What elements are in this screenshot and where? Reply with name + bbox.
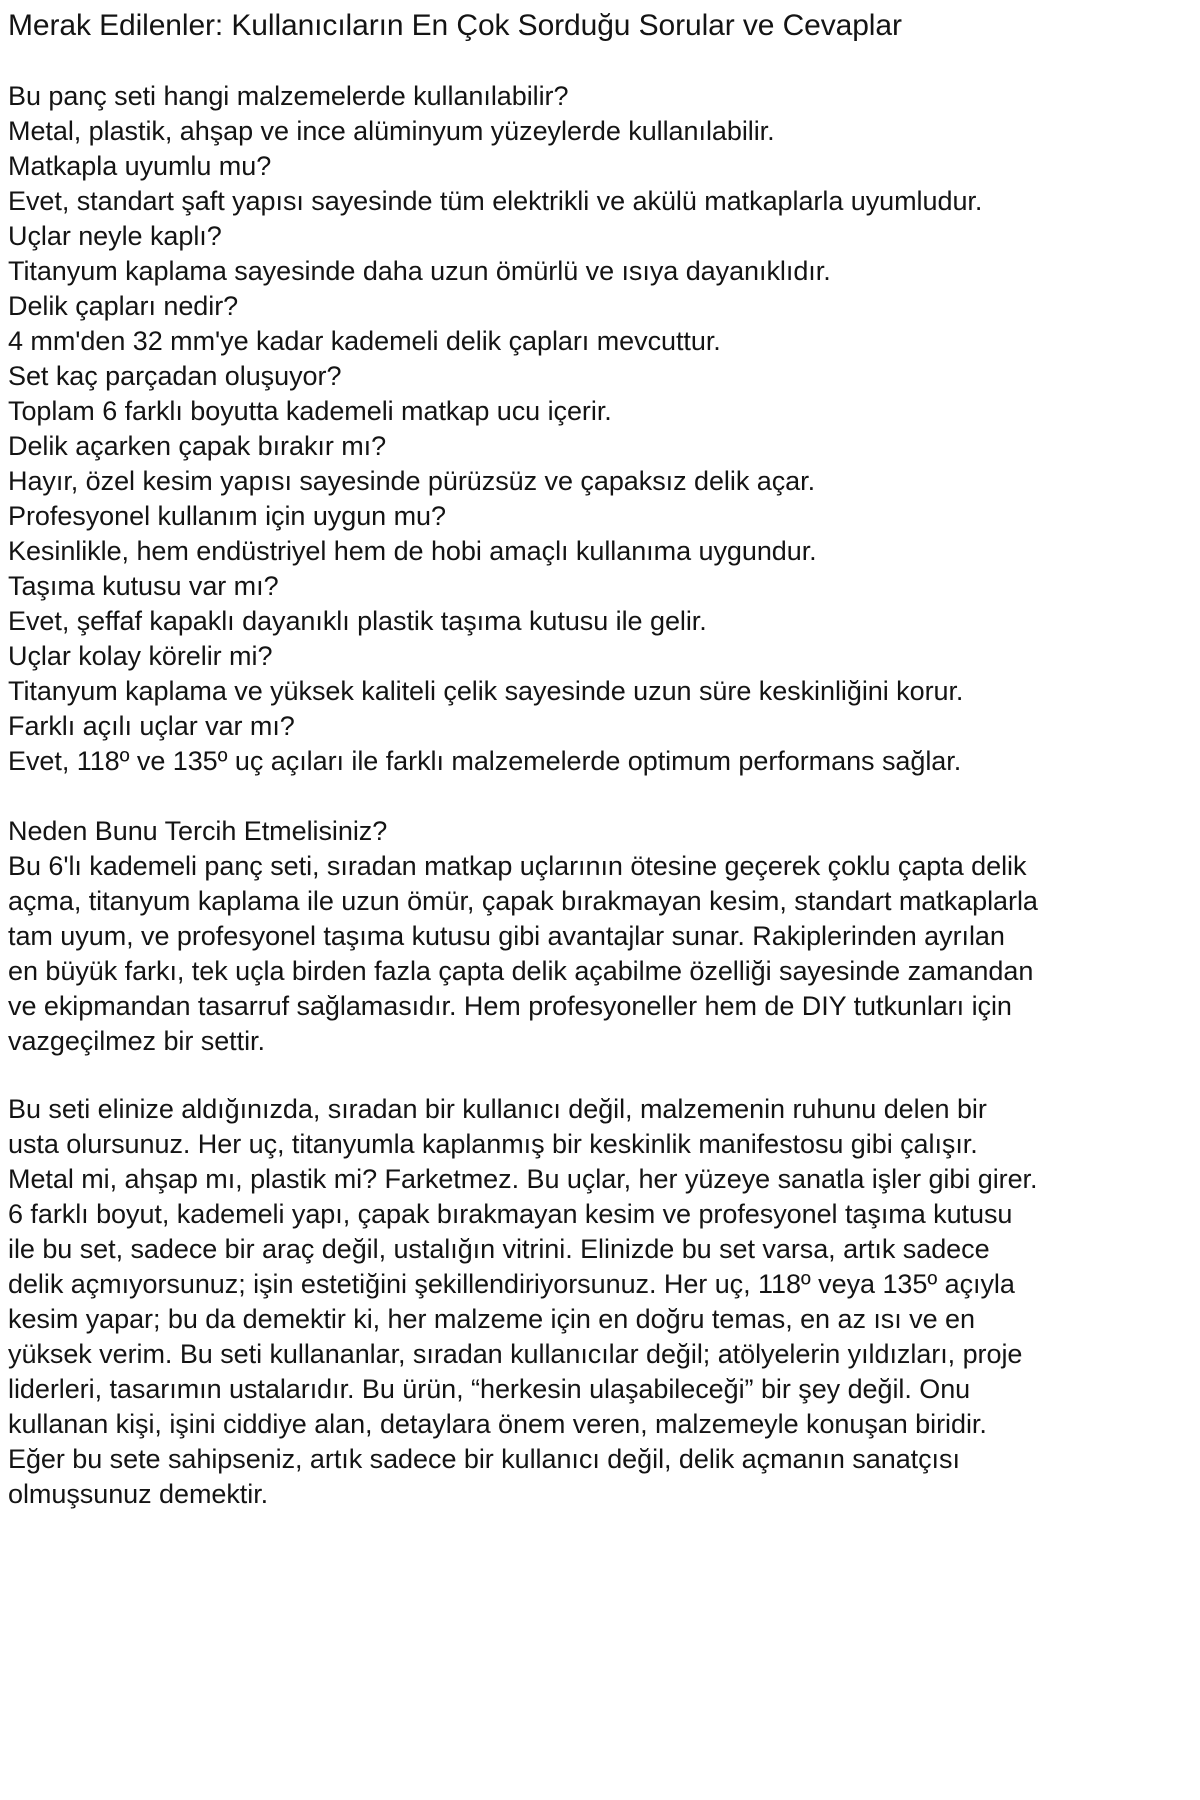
section-spacer bbox=[8, 1059, 1040, 1092]
faq-question: Uçlar kolay körelir mi? bbox=[8, 641, 273, 671]
faq-answer: Kesinlikle, hem endüstriyel hem de hobi amaçlı kullanıma uygundur. bbox=[8, 536, 817, 566]
faq-question: Delik çapları nedir? bbox=[8, 291, 239, 321]
faq-answer: Titanyum kaplama sayesinde daha uzun ömürlü ve ısıya dayanıklıdır. bbox=[8, 256, 831, 286]
faq-question: Delik açarken çapak bırakır mı? bbox=[8, 431, 387, 461]
page-title: Merak Edilenler: Kullanıcıların En Çok Sorduğu Sorular ve Cevaplar bbox=[8, 9, 902, 42]
faq-question: Uçlar neyle kaplı? bbox=[8, 221, 222, 251]
faq-question: Profesyonel kullanım için uygun mu? bbox=[8, 501, 446, 531]
closing-section-paragraph: Bu seti elinize aldığınızda, sıradan bir kullanıcı değil, malzemenin ruhunu delen bir usta olursunuz. Her uç, titanyumla kaplanmış bir keskinlik manifestosu gibi çalışır. Metal mi, ahşap mı, plastik mi? Farketmez. Bu uçlar, her yüzeye sanatla işler gibi girer. 6 farklı boyut, kademeli yapı, çapak bırakmayan kesim ve profesyonel taşıma kutusu ile bu set, sadece bir araç değil, ustalığın vitrini. Elinizde bu set varsa, artık sadece delik açmıyorsunuz; işin estetiğini şekillendiriyorsunuz. Her uç, 118º veya 135º açıyla kesim yapar; bu da demektir ki, her malzeme için en doğru temas, en az ısı ve en yüksek verim. Bu seti kullananlar, sıradan kullanıcılar değil; atölyelerin yıldızları, proje liderleri, tasarımın ustalarıdır. Bu ürün, “herkesin ulaşabileceği” bir şey değil. Onu kullanan kişi, işini ciddiye alan, detaylara önem veren, malzemeyle konuşan biridir. Eğer bu sete sahipseniz, artık sadece bir kullanıcı değil, delik açmanın sanatçısı olmuşsunuz demektir. bbox=[8, 1094, 1038, 1509]
faq-answer: 4 mm'den 32 mm'ye kadar kademeli delik çapları mevcuttur. bbox=[8, 326, 721, 356]
faq-item bbox=[8, 639, 1040, 709]
closing-section bbox=[8, 1092, 1040, 1512]
faq-list bbox=[8, 79, 1040, 779]
faq-item bbox=[8, 219, 1040, 289]
faq-answer: Titanyum kaplama ve yüksek kaliteli çelik sayesinde uzun süre keskinliğini korur. bbox=[8, 676, 964, 706]
faq-answer: Evet, standart şaft yapısı sayesinde tüm elektrikli ve akülü matkaplarla uyumludur. bbox=[8, 186, 983, 216]
faq-item bbox=[8, 149, 1040, 219]
faq-answer: Metal, plastik, ahşap ve ince alüminyum yüzeylerde kullanılabilir. bbox=[8, 116, 775, 146]
faq-item bbox=[8, 709, 1040, 779]
faq-item bbox=[8, 79, 1040, 149]
faq-question: Farklı açılı uçlar var mı? bbox=[8, 711, 295, 741]
faq-answer: Evet, 118º ve 135º uç açıları ile farklı malzemelerde optimum performans sağlar. bbox=[8, 746, 962, 776]
document-body bbox=[8, 6, 1040, 1512]
section-spacer bbox=[8, 779, 1040, 814]
faq-item bbox=[8, 569, 1040, 639]
faq-question: Taşıma kutusu var mı? bbox=[8, 571, 279, 601]
why-section bbox=[8, 814, 1040, 1059]
faq-question: Bu panç seti hangi malzemelerde kullanılabilir? bbox=[8, 81, 569, 111]
why-section-heading: Neden Bunu Tercih Etmelisiniz? bbox=[8, 816, 388, 846]
faq-question: Matkapla uyumlu mu? bbox=[8, 151, 272, 181]
faq-question: Set kaç parçadan oluşuyor? bbox=[8, 361, 342, 391]
faq-answer: Evet, şeffaf kapaklı dayanıklı plastik taşıma kutusu ile gelir. bbox=[8, 606, 707, 636]
faq-answer: Hayır, özel kesim yapısı sayesinde pürüzsüz ve çapaksız delik açar. bbox=[8, 466, 816, 496]
faq-item bbox=[8, 499, 1040, 569]
faq-item bbox=[8, 289, 1040, 359]
why-section-paragraph: Bu 6'lı kademeli panç seti, sıradan matkap uçlarının ötesine geçerek çoklu çapta delik açma, titanyum kaplama ile uzun ömür, çapak bırakmayan kesim, standart matkaplarla tam uyum, ve profesyonel taşıma kutusu gibi avantajlar sunar. Rakiplerinden ayrılan en büyük farkı, tek uçla birden fazla çapta delik açabilme özelliği sayesinde zamandan ve ekipmandan tasarruf sağlamasıdır. Hem profesyoneller hem de DIY tutkunları için vazgeçilmez bir settir. bbox=[8, 851, 1038, 1056]
faq-item bbox=[8, 429, 1040, 499]
faq-answer: Toplam 6 farklı boyutta kademeli matkap ucu içerir. bbox=[8, 396, 612, 426]
faq-item bbox=[8, 359, 1040, 429]
